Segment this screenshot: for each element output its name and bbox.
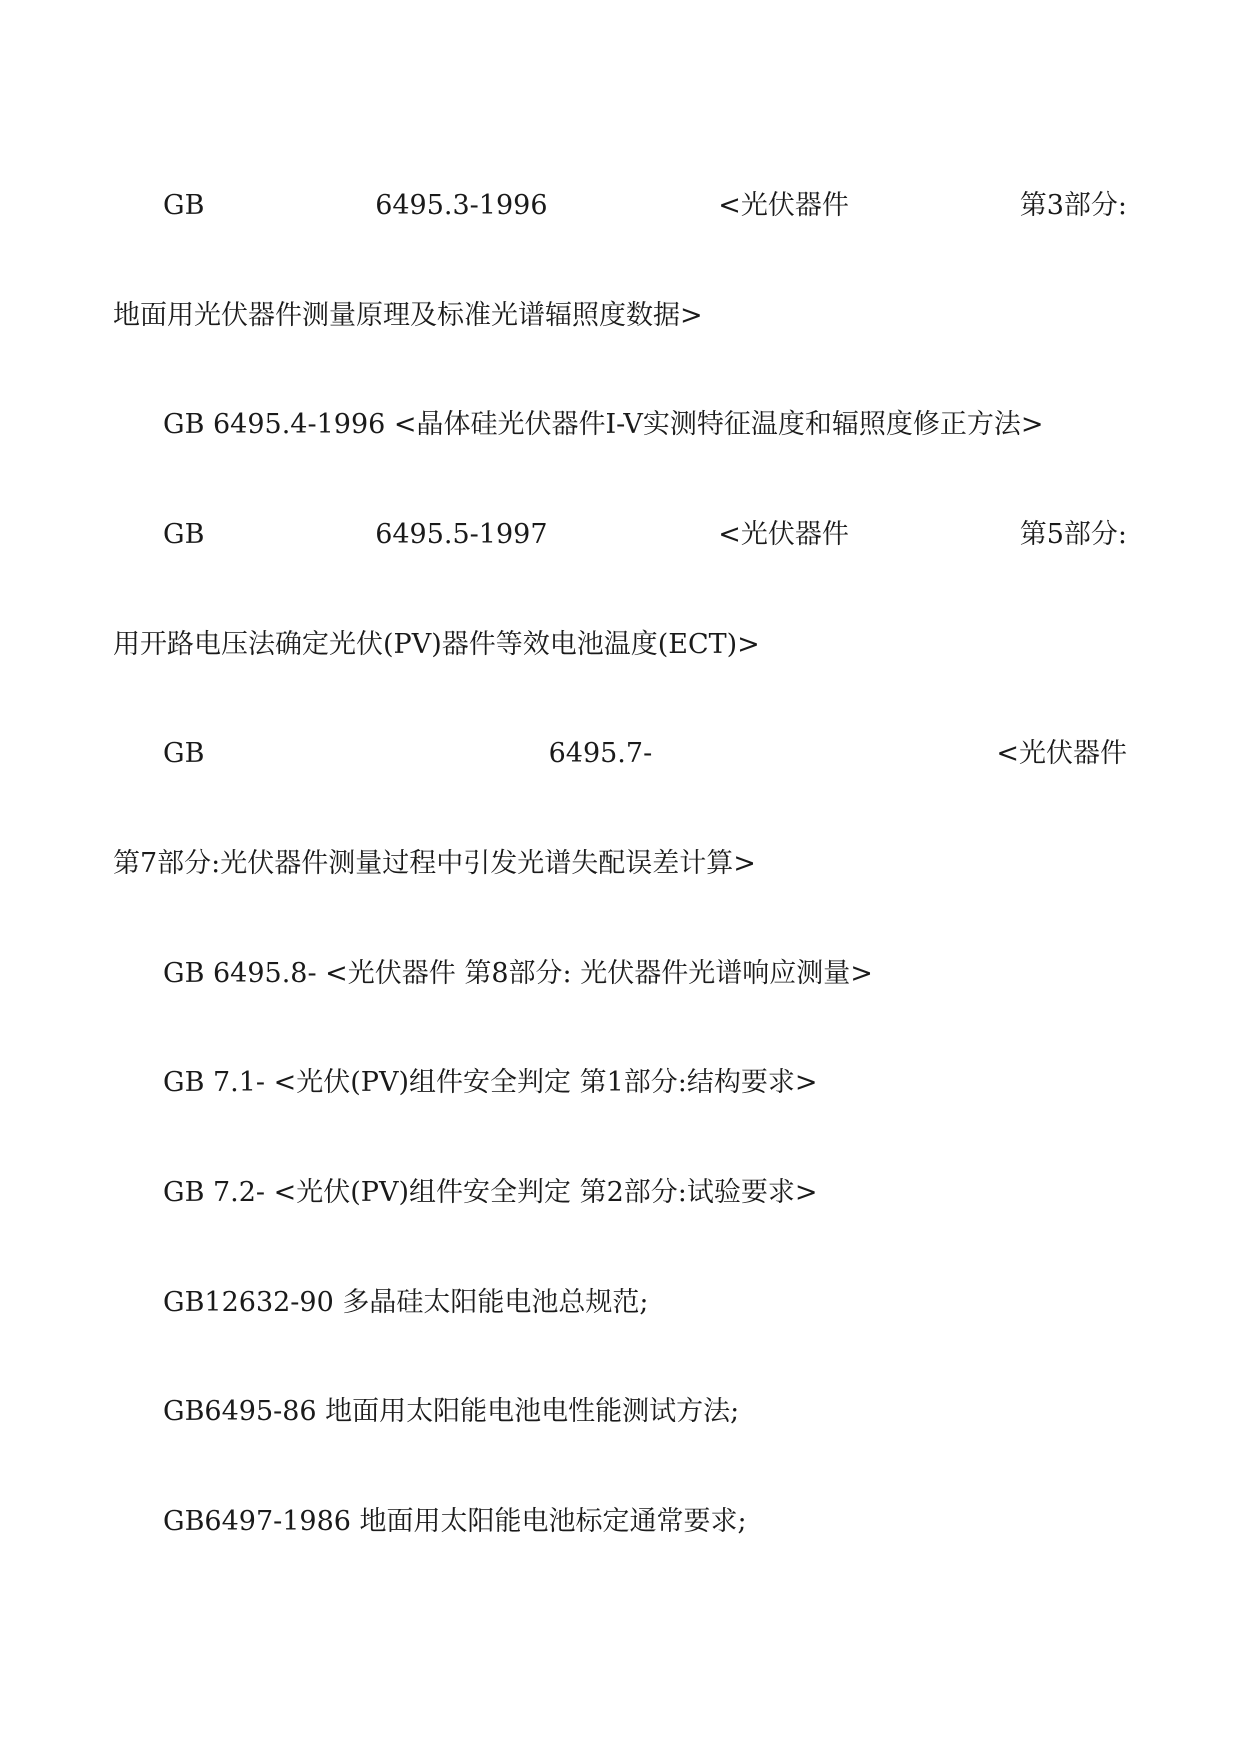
standard-line-2: 地面用光伏器件测量原理及标准光谱辐照度数据> (113, 300, 703, 331)
line-4-part-2: 6495.5-1997 (375, 519, 548, 550)
line-6-part-1: GB (163, 738, 205, 769)
standard-line-13: GB6497-1986 地面用太阳能电池标定通常要求; (163, 1506, 747, 1537)
line-4-part-1: GB (163, 519, 205, 550)
line-1-part-4: 第3部分: (1019, 190, 1127, 221)
standard-line-8: GB 6495.8- <光伏器件 第8部分: 光伏器件光谱响应测量> (163, 958, 873, 989)
standard-line-3: GB 6495.4-1996 <晶体硅光伏器件I-V实测特征温度和辐照度修正方法> (163, 409, 1044, 440)
line-1-part-1: GB (163, 190, 205, 221)
standard-line-10: GB 7.2- <光伏(PV)组件安全判定 第2部分:试验要求> (163, 1177, 818, 1208)
line-6-part-2: 6495.7- (548, 738, 653, 769)
standard-line-4 (163, 518, 1127, 552)
line-4-part-3: <光伏器件 (718, 519, 849, 550)
line-4-part-4: 第5部分: (1019, 519, 1127, 550)
standard-line-11: GB12632-90 多晶硅太阳能电池总规范; (163, 1287, 649, 1318)
standard-line-9: GB 7.1- <光伏(PV)组件安全判定 第1部分:结构要求> (163, 1067, 818, 1098)
line-1-part-2: 6495.3-1996 (375, 190, 548, 221)
standard-line-1 (163, 189, 1127, 223)
standard-line-7: 第7部分:光伏器件测量过程中引发光谱失配误差计算> (113, 848, 756, 879)
standard-line-12: GB6495-86 地面用太阳能电池电性能测试方法; (163, 1396, 740, 1427)
line-6-part-3: <光伏器件 (996, 738, 1127, 769)
line-1-part-3: <光伏器件 (718, 190, 849, 221)
standard-line-6 (163, 737, 1127, 771)
standard-line-5: 用开路电压法确定光伏(PV)器件等效电池温度(ECT)> (113, 629, 760, 660)
